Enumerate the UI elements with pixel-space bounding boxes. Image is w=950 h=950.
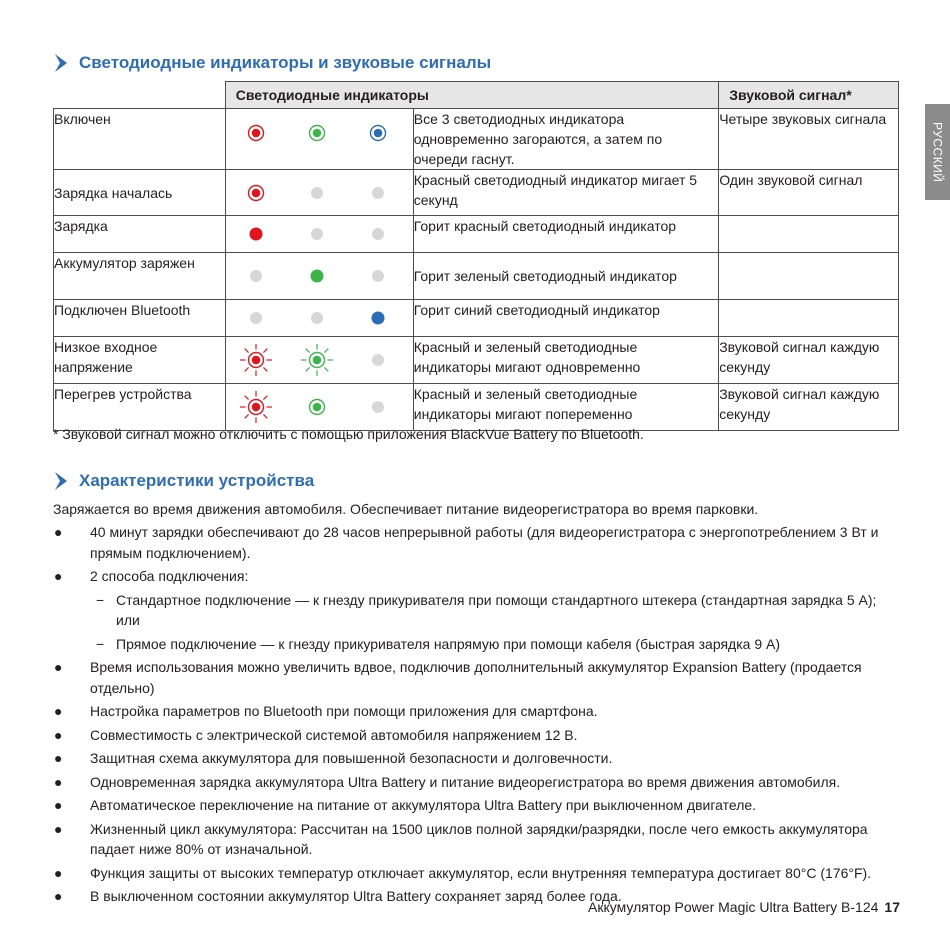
led-slot <box>226 342 287 378</box>
led-slot <box>348 258 409 294</box>
list-item-text: Автоматическое переключение на питание от аккумулятора Ultra Battery при выключенном двигателе. <box>90 797 757 813</box>
connection-sub-list <box>90 590 903 655</box>
row-state: Зарядка началась <box>54 170 226 216</box>
table-row <box>54 109 899 170</box>
dash-icon: − <box>96 591 105 608</box>
bullet-icon: ● <box>54 568 63 584</box>
table-row <box>54 300 899 337</box>
row-state: Перегрев устройства <box>54 384 226 431</box>
row-description: Красный и зеленый светодиодные индикаторы мигают попеременно <box>413 384 718 431</box>
led-slot <box>226 115 287 151</box>
row-sound: Звуковой сигнал каждую секунду <box>719 384 899 431</box>
row-description: Красный светодиодный индикатор мигает 5 секунд <box>413 170 718 216</box>
page-footer <box>588 899 900 915</box>
led-off-icon <box>360 342 396 378</box>
row-state: Низкое входное напряжение <box>54 337 226 384</box>
led-green-blinking-icon <box>299 342 335 378</box>
led-slot <box>348 342 409 378</box>
led-red-icon <box>238 175 274 211</box>
table-row <box>54 216 899 253</box>
led-slot <box>287 389 348 425</box>
row-description: Все 3 светодиодных индикатора одновременно загораются, а затем по очереди гаснут. <box>413 109 718 170</box>
list-item-text: 2 способа подключения: <box>90 568 249 584</box>
led-off-icon <box>238 258 274 294</box>
led-off-icon <box>360 389 396 425</box>
bullet-icon: ● <box>54 703 63 719</box>
list-item-text: Одновременная зарядка аккумулятора Ultra Battery и питание видеорегистратора во время движения автомобиля. <box>90 773 841 790</box>
row-sound <box>719 300 899 337</box>
led-indicator-table <box>53 81 899 431</box>
row-leds <box>225 253 413 300</box>
row-sound <box>719 253 899 300</box>
bullet-icon: ● <box>54 750 63 766</box>
led-slot <box>287 258 348 294</box>
led-off-icon <box>360 258 396 294</box>
row-description: Красный и зеленый светодиодные индикаторы мигают одновременно <box>413 337 718 384</box>
section-title-led: Светодиодные индикаторы и звуковые сигналы <box>79 53 492 72</box>
section-header-features <box>52 470 314 492</box>
list-item-text: Защитная схема аккумулятора для повышенной безопасности и долговечности. <box>90 750 613 766</box>
intro-text: Заряжается во время движения автомобиля. Обеспечивает питание видеорегистратора во время парковки. <box>53 501 759 517</box>
led-off-icon <box>360 175 396 211</box>
row-description: Горит синий светодиодный индикатор <box>413 300 718 337</box>
row-state: Зарядка <box>54 216 226 253</box>
row-state: Включен <box>54 109 226 170</box>
list-item-text: Жизненный цикл аккумулятора: Рассчитан на 1500 циклов полной зарядки/разрядки, после чего емкость аккумулятора падает ниже 80% от изначальной. <box>90 820 868 857</box>
list-item-text: Настройка параметров по Bluetooth при помощи приложения для смартфона. <box>90 703 598 719</box>
table-row <box>54 170 899 216</box>
bullet-icon: ● <box>54 726 63 743</box>
led-red-on-icon <box>238 216 274 252</box>
table-row <box>54 253 899 300</box>
led-blue-icon <box>360 115 396 151</box>
chevron-right-icon <box>52 52 72 74</box>
table-row <box>54 337 899 384</box>
row-leds <box>225 216 413 253</box>
list-item-text: В выключенном состоянии аккумулятор Ultra Battery сохраняет заряд более года. <box>90 888 622 904</box>
header-sound: Звуковой сигнал* <box>719 82 899 109</box>
bullet-icon: ● <box>54 524 63 540</box>
led-slot <box>348 115 409 151</box>
led-slot <box>226 389 287 425</box>
led-red-blinking-icon <box>238 342 274 378</box>
footnote: * Звуковой сигнал можно отключить с помощью приложения BlackVue Battery по Bluetooth. <box>53 426 644 442</box>
led-slot <box>287 115 348 151</box>
list-item <box>53 819 903 860</box>
led-slot <box>348 216 409 252</box>
led-slot <box>348 175 409 211</box>
language-tab-label: РУССКИЙ <box>930 121 945 183</box>
bullet-icon: ● <box>54 820 63 837</box>
list-item <box>53 772 903 793</box>
led-red-blinking-icon <box>238 389 274 425</box>
list-item <box>53 657 903 698</box>
list-item-text: 40 минут зарядки обеспечивают до 28 часов непрерывной работы (для видеорегистратора с энергопотреблением 3 Вт и прямым подключением). <box>90 524 879 561</box>
row-sound: Четыре звуковых сигнала <box>719 109 899 170</box>
list-item <box>53 566 903 654</box>
led-slot <box>226 300 287 336</box>
led-slot <box>287 300 348 336</box>
bullet-icon: ● <box>54 864 63 881</box>
row-description: Горит зеленый светодиодный индикатор <box>413 253 718 300</box>
led-slot <box>287 216 348 252</box>
list-item <box>53 748 903 769</box>
led-green-on-icon <box>299 258 335 294</box>
list-item-text: Совместимость с электрической системой автомобиля напряжением 12 В. <box>90 726 578 743</box>
row-sound: Один звуковой сигнал <box>719 170 899 216</box>
led-green-icon <box>299 115 335 151</box>
row-state: Подключен Bluetooth <box>54 300 226 337</box>
section-title-features: Характеристики устройства <box>79 471 315 490</box>
led-blue-on-icon <box>360 300 396 336</box>
row-leds <box>225 337 413 384</box>
sub-list-item <box>90 590 903 631</box>
header-led: Светодиодные индикаторы <box>225 82 718 109</box>
page-number: 17 <box>884 899 900 915</box>
led-off-icon <box>299 175 335 211</box>
list-item <box>53 522 903 563</box>
led-slot <box>226 258 287 294</box>
list-item <box>53 795 903 816</box>
led-slot <box>348 300 409 336</box>
bullet-icon: ● <box>54 797 63 813</box>
row-description: Горит красный светодиодный индикатор <box>413 216 718 253</box>
led-off-icon <box>360 216 396 252</box>
dash-icon: − <box>96 635 105 652</box>
list-item <box>53 863 903 884</box>
list-item-text: Функция защиты от высоких температур отключает аккумулятор, если внутренняя температура достигает 80°C (176°F). <box>90 864 872 881</box>
list-item-text: Время использования можно увеличить вдвое, подключив дополнительный аккумулятор Expansion Battery (продается отдельно) <box>90 659 862 696</box>
header-empty-cell <box>54 82 226 109</box>
bullet-icon: ● <box>54 888 63 904</box>
led-slot <box>287 342 348 378</box>
footer-title: Аккумулятор Power Magic Ultra Battery B-124 <box>588 899 879 915</box>
row-leds <box>225 384 413 431</box>
led-off-icon <box>299 216 335 252</box>
led-slot <box>287 175 348 211</box>
feature-list <box>53 522 903 910</box>
sub-list-item <box>90 634 903 655</box>
list-item <box>53 701 903 722</box>
chevron-right-icon <box>52 470 72 492</box>
led-slot <box>226 175 287 211</box>
sub-list-item-text: Стандартное подключение — к гнезду прикуривателя при помощи стандартного штекера (стандартная зарядка 5 А); или <box>116 591 877 628</box>
led-red-icon <box>238 115 274 151</box>
row-sound: Звуковой сигнал каждую секунду <box>719 337 899 384</box>
led-green-icon <box>299 389 335 425</box>
bullet-icon: ● <box>54 773 63 790</box>
row-leds <box>225 170 413 216</box>
led-slot <box>226 216 287 252</box>
row-leds <box>225 300 413 337</box>
bullet-icon: ● <box>54 659 63 675</box>
table-header-row <box>54 82 899 109</box>
table-row <box>54 384 899 431</box>
led-slot <box>348 389 409 425</box>
language-tab[interactable] <box>925 104 950 200</box>
sub-list-item-text: Прямое подключение — к гнезду прикуривателя напрямую при помощи кабеля (быстрая зарядка 9 А) <box>116 635 780 652</box>
led-off-icon <box>299 300 335 336</box>
led-off-icon <box>238 300 274 336</box>
list-item <box>53 725 903 746</box>
row-leds <box>225 109 413 170</box>
row-state: Аккумулятор заряжен <box>54 253 226 300</box>
row-sound <box>719 216 899 253</box>
section-header-led <box>52 52 491 74</box>
